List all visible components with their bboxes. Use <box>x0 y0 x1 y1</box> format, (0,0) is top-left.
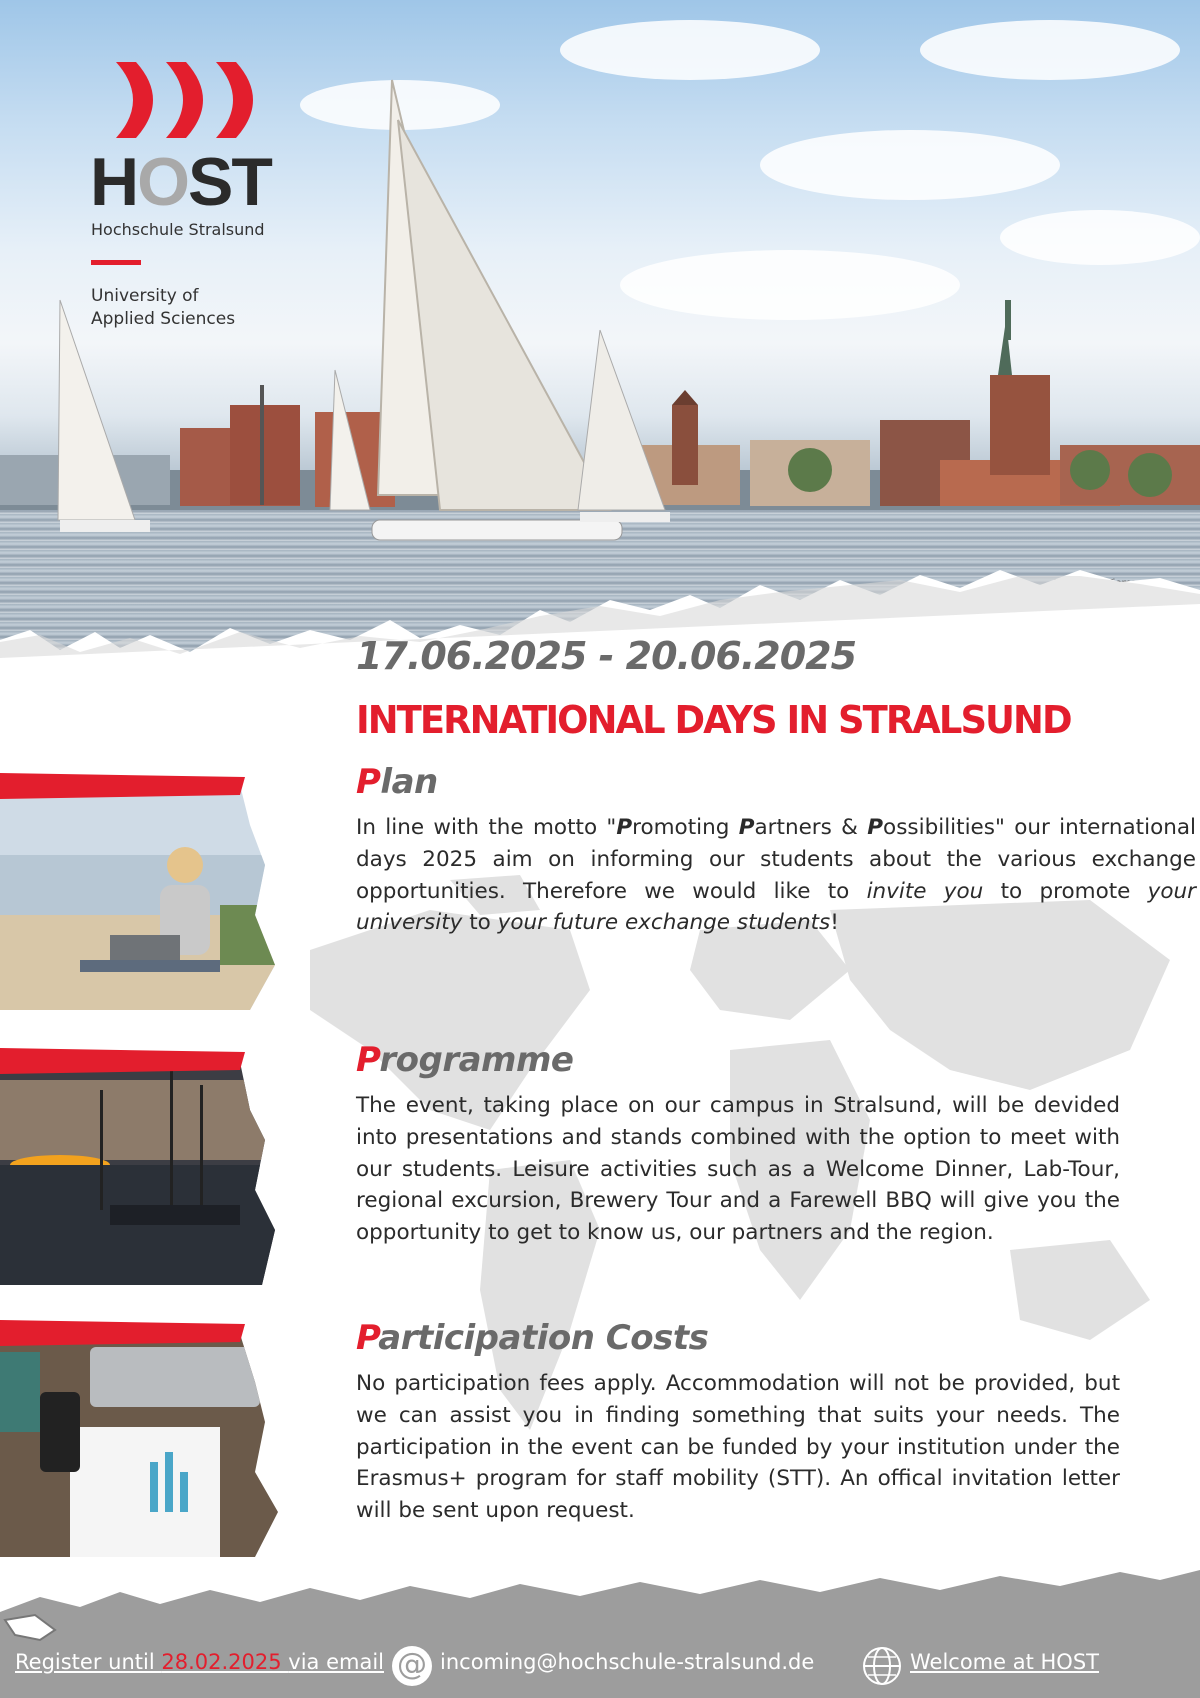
plan-heading-initial: P <box>356 762 381 802</box>
beach-laptop-photo <box>0 765 290 1015</box>
plan-text-3: artners & <box>754 815 868 840</box>
logo-university-line2: Applied Sciences <box>91 309 236 329</box>
plan-body <box>356 812 1196 939</box>
register-suffix: via email <box>288 1650 384 1674</box>
costs-heading-rest: articipation Costs <box>378 1318 709 1358</box>
programme-heading-rest: rogramme <box>379 1040 574 1080</box>
register-prefix: Register until <box>15 1650 162 1674</box>
programme-body: The event, taking place on our campus in Stralsund, will be devided into presentations and stands combined with the option to meet with our students. Leisure activities such as a Welcome Dinner, Lab-Tour, regional excursion, Brewery Tour and a Farewell BBQ will give you the opportunity to get to know us, our partners and the region. <box>356 1093 1120 1246</box>
plan-p3: P <box>867 815 884 840</box>
register-deadline-link[interactable] <box>15 1650 384 1674</box>
costs-heading <box>356 1318 708 1358</box>
costs-body: No participation fees apply. Accommodation will not be provided, but we can assist you in finding something that suits your needs. The participation in the event can be funded by your institution under the Erasmus+ program for staff mobility (STT). An offical invitation letter will be sent upon request. <box>356 1371 1120 1524</box>
plan-text-2: romoting <box>632 815 739 840</box>
finance-desk-photo <box>0 1312 290 1562</box>
logo-subtitle: Hochschule Stralsund <box>91 220 265 239</box>
welcome-at-host-link[interactable]: Welcome at HOST <box>910 1650 1099 1674</box>
plan-p2: P <box>738 815 755 840</box>
contact-email[interactable]: incoming@hochschule-stralsund.de <box>440 1650 815 1674</box>
plan-heading <box>356 762 438 802</box>
logo-university-text <box>91 285 235 331</box>
globe-icon <box>862 1646 902 1686</box>
logo-accent-rule <box>91 260 141 265</box>
plan-heading-rest: lan <box>380 762 438 802</box>
pointing-hand-icon <box>0 1600 70 1650</box>
logo-o: O <box>137 144 189 220</box>
logo-university-line1: University of <box>91 286 199 306</box>
plan-text-5: to promote <box>983 878 1148 904</box>
event-title: INTERNATIONAL DAYS IN STRALSUND <box>356 698 1071 742</box>
plan-text-6: to <box>462 910 498 936</box>
plan-text-7: ! <box>830 910 839 936</box>
plan-emphasis-students: your future exchange students <box>497 910 831 936</box>
host-logo-wordmark <box>90 144 271 220</box>
register-deadline-date: 28.02.2025 <box>161 1650 289 1674</box>
at-icon: @ <box>392 1646 432 1686</box>
plan-p1: P <box>616 815 633 840</box>
programme-heading <box>356 1040 573 1080</box>
costs-heading-initial: P <box>356 1318 379 1358</box>
logo-st: ST <box>188 144 271 220</box>
plan-emphasis-university: your university <box>356 878 1197 936</box>
plan-text-1: In line with the motto " <box>356 815 617 840</box>
event-date-range: 17.06.2025 - 20.06.2025 <box>356 634 857 678</box>
host-logo-chevrons <box>90 60 280 140</box>
plan-text-4: ossibilities" our international days 2025 aim on informing our students about the various exchange opportunities. Therefore we would like to <box>356 815 1197 904</box>
footer-torn-edge <box>0 1552 1200 1632</box>
harbour-sunset-photo <box>0 1040 290 1290</box>
logo-h: H <box>90 144 138 220</box>
plan-emphasis-invite: invite you <box>866 878 984 904</box>
programme-heading-initial: P <box>356 1040 380 1080</box>
